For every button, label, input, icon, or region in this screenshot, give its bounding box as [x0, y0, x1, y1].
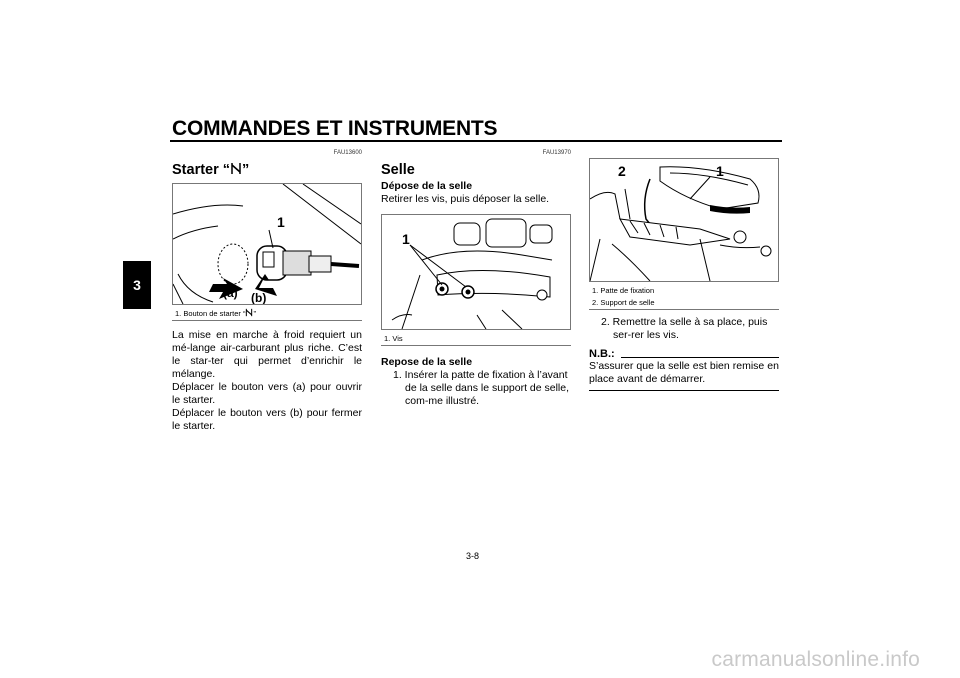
chapter-tab: 3: [123, 261, 151, 309]
header-rule: [170, 140, 782, 142]
caption-suffix: ”: [253, 309, 256, 318]
page-title: COMMANDES ET INSTRUMENTS: [172, 117, 498, 140]
caption-rule: [172, 320, 362, 321]
bracket-caption-1: 1. Patte de fixation: [592, 286, 655, 295]
column-starter: [172, 150, 362, 433]
install-step-1: 1. Insérer la patte de fixation à l’avant de la selle dans le support de selle, com-me illustré.: [393, 369, 570, 407]
note-label: N.B.:: [589, 348, 615, 360]
seat-screws-caption: 1. Vis: [384, 334, 403, 343]
column-seat-continued: [589, 150, 779, 391]
section-code: FAU13600: [333, 150, 362, 156]
starter-caption: [172, 308, 362, 320]
callout-1: 1: [716, 163, 724, 179]
page-number: 3-8: [466, 551, 480, 561]
callout-2: 2: [618, 163, 626, 179]
starter-heading-suffix: ”: [242, 162, 250, 178]
starter-heading-prefix: Starter “: [172, 162, 231, 178]
bracket-caption-2: 2. Support de selle: [592, 298, 655, 307]
seat-bracket-figure: [589, 158, 779, 282]
callout-1: 1: [277, 214, 285, 230]
body-paragraph: Déplacer le bouton vers (a) pour ouvrir le starter.: [172, 381, 362, 406]
note-header: [589, 348, 779, 360]
seat-heading: Selle: [381, 162, 415, 178]
watermark: carmanualsonline.info: [711, 648, 920, 671]
callout-a: (a): [223, 286, 238, 300]
note-rule: [621, 357, 779, 358]
seat-install-subheading: Repose de la selle: [381, 356, 473, 368]
note-text: S’assurer que la selle est bien remise en place avant de démarrer.: [589, 360, 779, 385]
column-seat: [381, 150, 571, 408]
note-end-rule: [589, 390, 779, 391]
body-paragraph: Déplacer le bouton vers (b) pour fermer le starter.: [172, 407, 362, 432]
caption-prefix: 1. Bouton de starter “: [175, 309, 246, 318]
section-code: FAU13970: [542, 150, 571, 156]
callout-b: (b): [251, 291, 267, 305]
seat-removal-subheading: Dépose de la selle: [381, 180, 473, 192]
starter-heading: [172, 162, 362, 180]
install-step-2: 2. Remettre la selle à sa place, puis ser-rer les vis.: [601, 316, 768, 341]
starter-figure: [172, 183, 362, 305]
caption-rule: [589, 309, 779, 310]
seat-screws-figure: [381, 214, 571, 330]
choke-starter-icon: [230, 162, 242, 175]
caption-rule: [381, 345, 571, 346]
starter-body: [172, 329, 362, 433]
seat-removal-text: Retirer les vis, puis déposer la selle.: [381, 193, 550, 205]
body-paragraph: La mise en marche à froid requiert un mé-lange air-carburant plus riche. C’est le star-ter qui permet d’enrichir le mélange.: [172, 329, 362, 380]
callout-1: 1: [402, 231, 410, 247]
